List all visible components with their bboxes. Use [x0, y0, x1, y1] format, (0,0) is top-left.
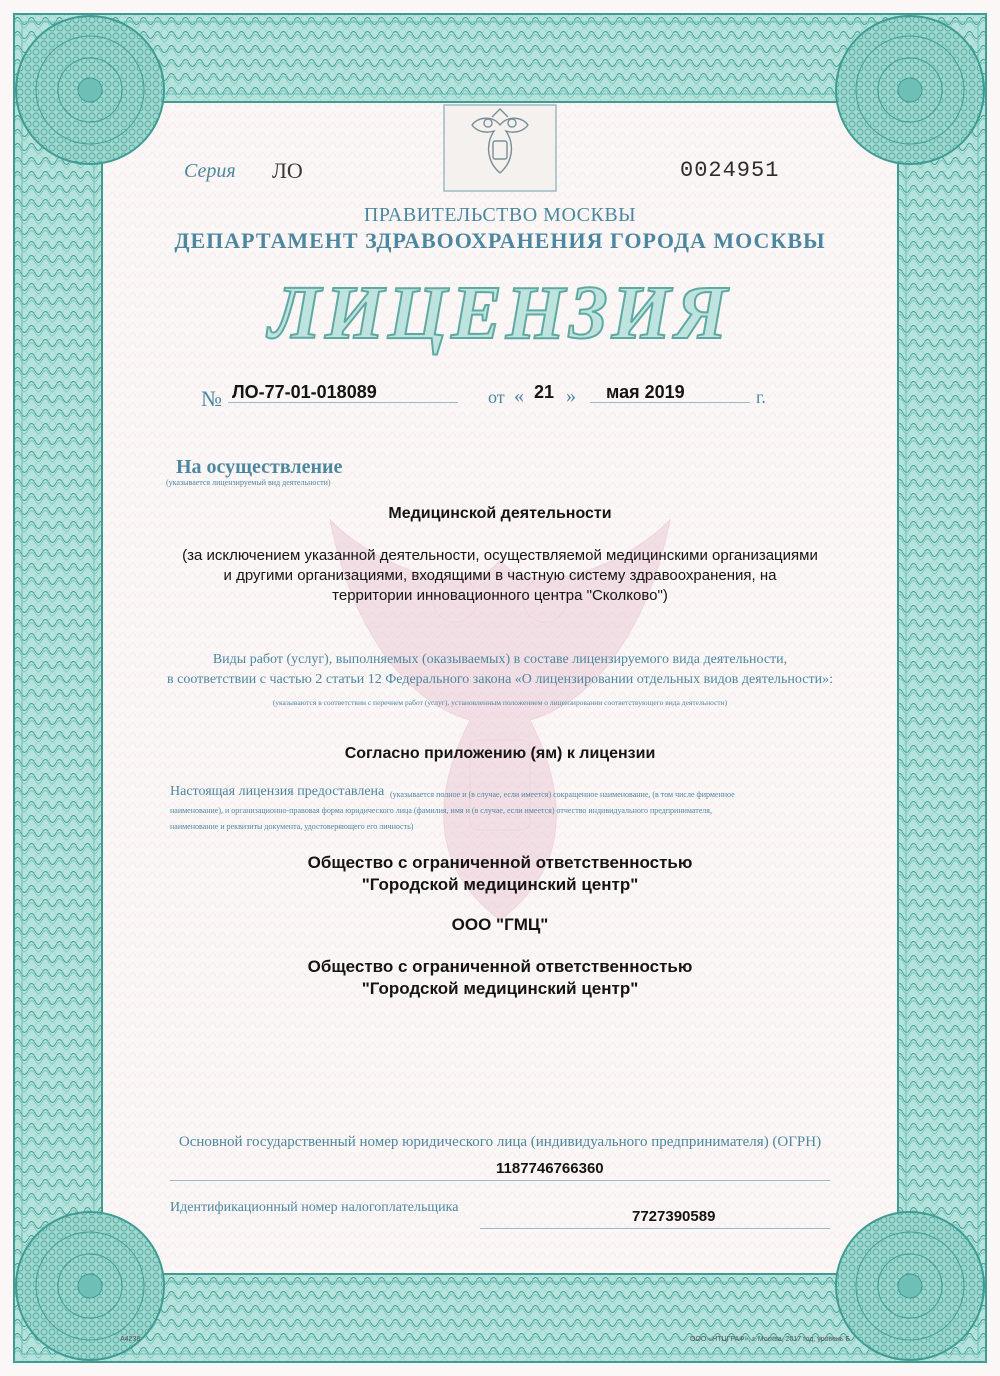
grantee-label: Настоящая лицензия предоставлена: [170, 784, 385, 799]
department-title: ДЕПАРТАМЕНТ ЗДРАВООХРАНЕНИЯ ГОРОДА МОСКВЫ: [174, 228, 826, 253]
grantee-full-name-line: "Городской медицинский центр": [361, 875, 639, 894]
ogrn-value: 1187746766360: [496, 1160, 604, 1177]
grantee-hint-line: наименование), и организационно-правовая форма юридического лица (фамилия, имя и (в случае, если имеется) отчество индивидуального предпринимателя,: [170, 806, 712, 815]
activity-details: [100, 546, 900, 606]
activity-hint: (указывается лицензируемый вид деятельности): [166, 478, 331, 487]
license-number: ЛО-77-01-018089: [232, 382, 377, 402]
works-label-line: в соответствии с частью 2 статьи 12 Федерального закона «О лицензировании отдельных видов деятельности»:: [167, 672, 833, 687]
form-code: А4238: [120, 1336, 141, 1343]
blank-number: 0024951: [680, 158, 780, 183]
year-suffix: г.: [756, 387, 766, 407]
grantee-hint-rest: [170, 803, 830, 835]
activity-value: Медицинской деятельности: [388, 505, 612, 522]
number-sign: №: [201, 386, 222, 411]
activity-detail-line: и другими организациями, входящими в частную систему здравоохранения, на: [223, 567, 777, 584]
grantee-brand-name: [100, 956, 900, 1000]
corner-rosette-icon: [836, 1212, 984, 1360]
works-label: [120, 650, 880, 690]
grantee-brand-name-line: Общество с ограниченной ответственностью: [307, 957, 693, 976]
grantee-full-name: [100, 852, 900, 896]
corner-rosette-icon: [16, 16, 164, 164]
activity-label: На осуществление: [176, 456, 343, 478]
quote-open: «: [514, 385, 524, 407]
grantee-full-name-line: Общество с ограниченной ответственностью: [307, 853, 693, 872]
number-underline: [228, 402, 458, 403]
license-day: 21: [534, 382, 555, 402]
ogrn-label: Основной государственный номер юридического лица (индивидуального предпринимателя) (ОГРН): [178, 1134, 822, 1150]
government-title: ПРАВИТЕЛЬСТВО МОСКВЫ: [363, 204, 637, 226]
license-title: ЛИЦЕНЗИЯ: [268, 271, 732, 355]
corner-rosette-icon: [16, 1212, 164, 1360]
from-label: от: [488, 387, 505, 407]
grantee-hint-first: (указывается полное и (в случае, если имеется) сокращенное наименование, (в том числе фирменное: [390, 790, 735, 799]
series-label: Серия: [184, 160, 236, 182]
works-value: Согласно приложению (ям) к лицензии: [344, 745, 656, 762]
activity-detail-line: территории инновационного центра "Сколково"): [332, 587, 668, 604]
license-month-year: мая 2019: [606, 382, 685, 402]
works-label-line: Виды работ (услуг), выполняемых (оказываемых) в составе лицензируемого вида деятельности,: [212, 652, 788, 667]
printer-mark: ООО «НТЦГРАФ», г. Москва, 2017 год, уровень Б: [690, 1336, 851, 1343]
works-hint: (указываются в соответствии с перечнем работ (услуг), установленным положением о лицензировании соответствующего вида деятельности): [272, 698, 728, 707]
series-value: ЛО: [272, 158, 303, 183]
quote-close: »: [566, 385, 576, 407]
grantee-brand-name-line: "Городской медицинский центр": [361, 979, 639, 998]
coat-of-arms-icon: [442, 103, 558, 193]
date-underline: [590, 402, 750, 403]
grantee-short-name: ООО "ГМЦ": [451, 915, 549, 934]
grantee-hint-line: наименование и реквизиты документа, удостоверяющего его личность): [170, 822, 414, 831]
inn-value: 7727390589: [632, 1208, 716, 1225]
corner-rosette-icon: [836, 16, 984, 164]
activity-detail-line: (за исключением указанной деятельности, осуществляемой медицинскими организациями: [182, 547, 818, 564]
ogrn-underline: [170, 1180, 830, 1181]
inn-underline: [480, 1228, 830, 1229]
inn-label: Идентификационный номер налогоплательщика: [170, 1200, 459, 1215]
